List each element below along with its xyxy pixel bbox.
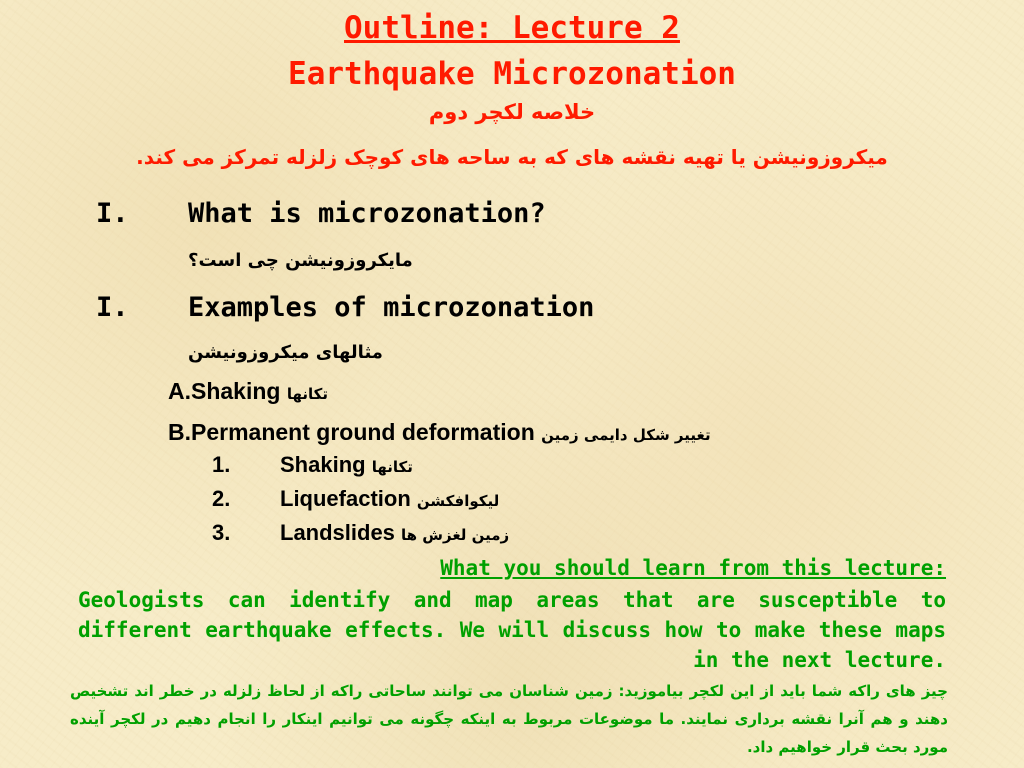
learn-heading: What you should learn from this lecture: bbox=[440, 556, 946, 580]
sub-item bbox=[168, 378, 328, 405]
outline-text: Examples of microzonation bbox=[188, 292, 595, 323]
sub-item-persian: تغییر شکل دایمی زمین bbox=[541, 426, 711, 444]
slide-title: Outline: Lecture 2 bbox=[344, 10, 680, 46]
outline-item bbox=[96, 290, 796, 326]
sub-item-label: B.Permanent ground deformation bbox=[168, 419, 535, 445]
outline-persian: مثالهای میکروزونیشن bbox=[188, 342, 383, 363]
numbered-item-text: Landslides bbox=[280, 520, 395, 545]
sub-item-persian: تکانها bbox=[286, 385, 329, 403]
outline-persian: مایکروزونیشن چی است؟ bbox=[188, 250, 413, 271]
numbered-item bbox=[212, 520, 612, 550]
numbered-item-persian: زمین لغزش ها bbox=[401, 526, 510, 544]
numbered-item-number: 3. bbox=[212, 520, 231, 545]
learn-persian: چیز های راکه شما باید از این لکچر بیاموزید: زمین شناسان می توانند ساحاتی راکه از لحاظ زلزله در خطر اند تشخیص دهند و هم آنرا نقشه برداری نمایند. ما موضوعات مربوط به اینکه چگونه می توانیم اینکار را انجام دهیم در لکچر آینده مورد بحث قرار خواهیم داد. bbox=[70, 682, 948, 756]
numbered-item bbox=[212, 486, 612, 516]
outline-number: I. bbox=[96, 198, 129, 229]
slide-subtitle: Earthquake Microzonation bbox=[288, 56, 736, 92]
numbered-item-text: Shaking bbox=[280, 452, 366, 477]
outline-text: What is microzonation? bbox=[188, 198, 546, 229]
numbered-item-number: 1. bbox=[212, 452, 231, 477]
numbered-item-persian: لیکوافکشن bbox=[416, 492, 500, 510]
sub-item-label: A.Shaking bbox=[168, 378, 281, 404]
numbered-item-text: Liquefaction bbox=[280, 486, 411, 511]
persian-subtitle: میکروزونیشن یا تهیه نقشه های که به ساحه های کوچک زلزله تمرکز می کند. bbox=[136, 145, 888, 169]
outline-number: I. bbox=[96, 292, 129, 323]
outline-item bbox=[96, 196, 796, 232]
numbered-item bbox=[212, 452, 612, 482]
sub-item bbox=[168, 419, 711, 446]
numbered-item-number: 2. bbox=[212, 486, 231, 511]
learn-body: Geologists can identify and map areas that are susceptible to different earthquake effects. We will discuss how to make these maps in the next lecture. bbox=[78, 588, 946, 672]
persian-title: خلاصه لکچر دوم bbox=[428, 100, 596, 124]
numbered-item-persian: تکانها bbox=[371, 458, 413, 476]
